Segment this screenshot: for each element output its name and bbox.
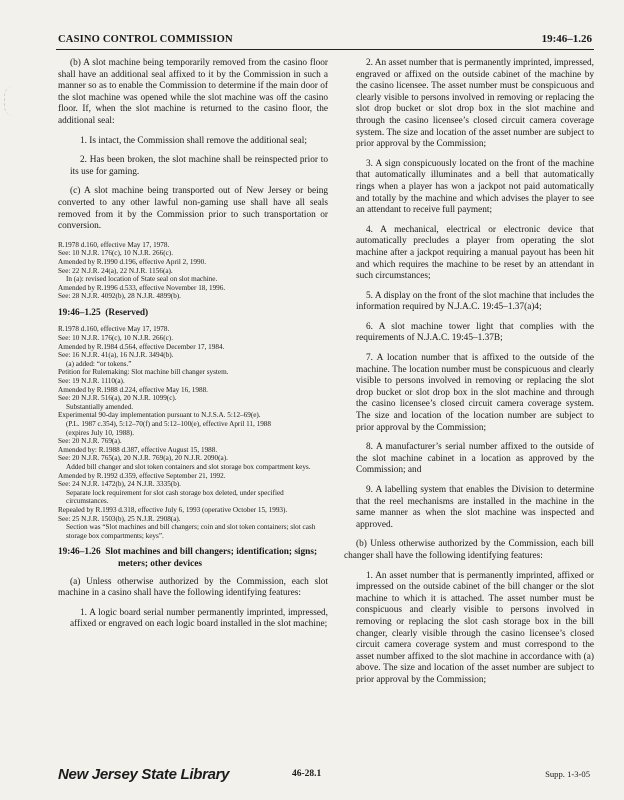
history-line: Experimental 90-day implementation pursuant to N.J.S.A. 5:12–69(e). (58, 411, 261, 420)
page-number: 46-28.1 (292, 769, 322, 779)
history-line: Amended by R.1988 d.224, effective May 16, 1988. (58, 385, 208, 394)
list-item-a4: 4. A mechanical, electrical or electronic device that automatically precludes a player from operating the slot machine after a jackpot requiring a manual payout has been hit and which requires the machine to be reset by an attendant in such circumstances; (356, 224, 594, 282)
history-line: See: 25 N.J.R. 1503(b), 25 N.J.R. 2908(a). (58, 514, 181, 523)
history-line: Amended by R.1984 d.564, effective December 17, 1984. (58, 342, 225, 351)
history-line: In (a): revised location of State seal on slot machine. (66, 275, 218, 284)
list-item-a2: 2. An asset number that is permanently imprinted, impressed, engraved or affixed on the outside cabinet of the machine by the casino licensee. The asset number must be conspicuous and clearly visible to persons involved in removing or replacing the slot drop bucket or slot drop box in the slot machine and through the casino licensee’s closed circuit camera coverage system. The size and location of the asset number are subject to prior approval by the Commission; (356, 58, 594, 150)
history-line: Amended by R.1990 d.196, effective April 2, 1990. (58, 257, 206, 266)
list-item-2: 2. Has been broken, the slot machine shall be reinspected prior to its use for gaming. (70, 155, 328, 177)
history-line: Petition for Rulemaking: Slot machine bill changer system. (58, 368, 229, 377)
history-line: See: 10 N.J.R. 176(c), 10 N.J.R. 266(c). (58, 334, 173, 343)
history-line: See: 16 N.J.R. 41(a), 16 N.J.R. 3494(b). (58, 351, 174, 360)
history-line: See: 20 N.J.R. 516(a), 20 N.J.R. 1099(c). (58, 394, 177, 403)
header-rule (56, 49, 594, 50)
history-line: See: 20 N.J.R. 765(a), 20 N.J.R. 769(a), 20 N.J.R. 2090(a). (58, 454, 228, 463)
history-line: Added bill changer and slot token containers and slot storage box compartment keys. (66, 462, 311, 471)
history-note-125 (58, 325, 328, 540)
running-header-section: 19:46–1.26 (541, 33, 592, 45)
left-column (58, 58, 328, 639)
history-line: See: 22 N.J.R. 24(a), 22 N.J.R. 1156(a). (58, 266, 173, 275)
list-item-a6: 6. A slot machine tower light that complies with the requirements of N.J.A.C. 19:45–1.37B; (356, 321, 594, 344)
history-line: Repealed by R.1993 d.318, effective July 6, 1993 (operative October 15, 1993). (58, 505, 288, 514)
list-item-a8: 8. A manufacturer’s serial number affixed to the outside of the slot machine cabinet in a location as approved by the Commission; and (356, 442, 594, 476)
margin-mark (4, 86, 23, 116)
history-line: (a) added: “or tokens.” (66, 359, 132, 368)
history-line: Amended by R.1996 d.533, effective November 18, 1996. (58, 283, 226, 292)
section-heading-125 (58, 308, 328, 320)
section-title: Slot machines and bill changers; identification; signs; meters; other devices (105, 547, 318, 569)
supplement-date: Supp. 1-3-05 (545, 769, 590, 779)
history-line: See: 20 N.J.R. 769(a). (58, 437, 122, 446)
list-item-a3: 3. A sign conspicuously located on the front of the machine that automatically illuminates and a bell that automatically rings when a player has won a jackpot not paid automatically and totally by the machine and which advises the player to see an attendant to receive full payment; (356, 158, 594, 216)
history-line: See: 19 N.J.R. 1110(a). (58, 377, 125, 386)
paragraph-b: (b) A slot machine being temporarily removed from the casino floor shall have an additional seal affixed to it by the Commission in such a manner so as to enable the Commission to determine if the main door of the slot machine was opened while the slot machine was off the casino floor. If, when the slot machine is returned to the casino floor, the additional seal: (58, 58, 328, 126)
paragraph-a: (a) Unless otherwise authorized by the Commission, each slot machine in a casino shall have the following identifying features: (58, 576, 328, 599)
history-line: Section was “Slot machines and bill changers; coin and slot token containers; slot cash storage box compartments; keys”. (66, 523, 316, 540)
history-line: See: 10 N.J.R. 176(c), 10 N.J.R. 266(c). (58, 249, 173, 258)
history-line: (expires July 10, 1988). (66, 428, 135, 437)
history-line: See: 28 N.J.R. 4092(b), 28 N.J.R. 4899(b). (58, 292, 181, 301)
list-item-b1: 1. An asset number that is permanently imprinted, affixed or impressed on the outside cabinet of the bill changer or the slot machine to which it is attached. The asset number must be conspicuous and clearly visible to persons involved in removing or replacing the slot cash storage box in the bill changer, clearly visible through the casino licensee’s closed circuit camera coverage system and must correspond to the asset number affixed to the slot machine in accordance with (a) above. The size and location of the asset number are subject to prior approval by the Commission; (356, 570, 594, 685)
section-number: 19:46–1.26 (58, 547, 101, 558)
history-line: Separate lock requirement for slot cash storage box deleted, under specified circumstances. (66, 488, 284, 506)
list-item-a9: 9. A labelling system that enables the Division to determine that the reel mechanisms are installed in the machine in the same manner as when the slot machine was inspected and approved. (356, 485, 594, 530)
history-line: R.1978 d.160, effective May 17, 1978. (58, 240, 170, 249)
history-line: Substantially amended. (66, 402, 134, 411)
list-item-a1: 1. A logic board serial number permanently imprinted, impressed, affixed or engraved on each logic board installed in the slot machine; (70, 607, 328, 630)
history-line: (P.L. 1987 c.354), 5:12–70(f) and 5:12–100(e), effective April 11, 1988 (66, 420, 271, 428)
history-line: See: 24 N.J.R. 1472(b), 24 N.J.R. 3335(b). (58, 480, 181, 489)
section-number: 19:46–1.25 (58, 307, 101, 318)
history-line: R.1978 d.160, effective May 17, 1978. (58, 325, 170, 334)
list-item-1: 1. Is intact, the Commission shall remove the additional seal; (80, 135, 307, 146)
section-title: (Reserved) (105, 307, 149, 318)
list-item-a7: 7. A location number that is affixed to the outside of the machine. The location number must be conspicuous and clearly visible to persons involved in removing or replacing the slot drop bucket or slot drop box in the slot machine and through the casino licensee’s closed circuit camera coverage system. The size and location of the location number are subject to prior approval by the Commission; (356, 353, 594, 433)
right-column (344, 58, 594, 695)
paragraph-b-bill-changer: (b) Unless otherwise authorized by the Commission, each bill changer shall have the following identifying features: (344, 539, 594, 561)
history-line: Amended by R.1992 d.359, effective September 21, 1992. (58, 471, 226, 480)
paragraph-c: (c) A slot machine being transported out of New Jersey or being converted to any other lawful non-gaming use shall have all seals removed from it by the Commission prior to such transportation or conversion. (58, 186, 328, 232)
section-heading-126 (58, 547, 328, 570)
list-item-a5: 5. A display on the front of the slot machine that includes the information required by N.J.A.C. 19:45–1.37(a)4; (356, 290, 594, 313)
running-header-title: CASINO CONTROL COMMISSION (58, 34, 233, 45)
library-logo: New Jersey State Library (58, 766, 230, 783)
history-note-124 (58, 241, 328, 301)
history-line: Amended by: R.1988 d.387, effective August 15, 1988. (58, 445, 218, 454)
